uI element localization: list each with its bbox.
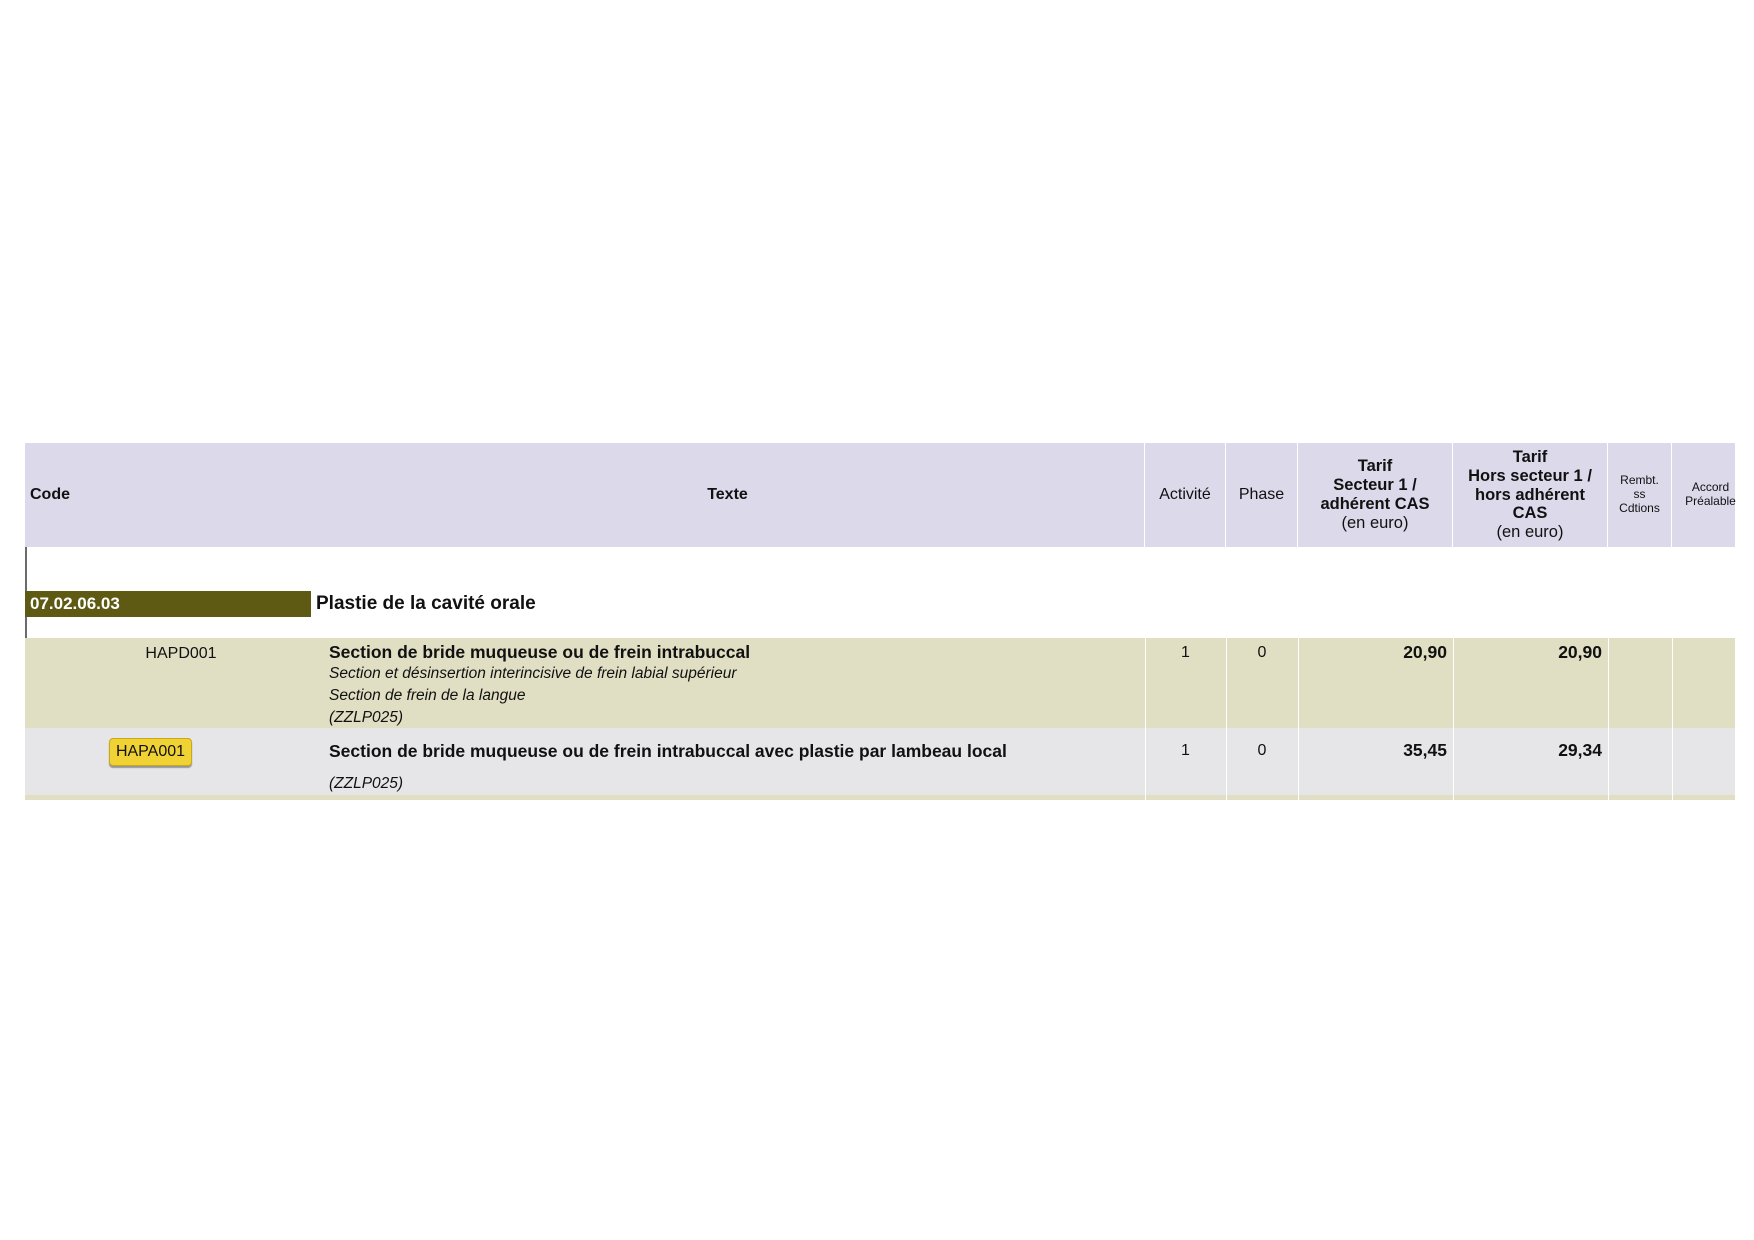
- column-divider: [1453, 638, 1454, 800]
- column-divider: [1672, 638, 1673, 800]
- header-tarif-hs1-line5: (en euro): [1496, 523, 1564, 542]
- row-title: Section de bride muqueuse ou de frein intrabuccal avec plastie par lambeau local: [329, 741, 1007, 761]
- section-heading: [25, 591, 1735, 617]
- header-tarif-s1-line4: (en euro): [1341, 513, 1409, 532]
- row-note: (ZZLP025): [329, 709, 404, 726]
- header-accord: [1672, 443, 1750, 547]
- table-header: [25, 443, 1735, 547]
- header-tarif-hs1-line4: CAS: [1512, 504, 1548, 523]
- header-tarif-s1-line3: adhérent CAS: [1320, 495, 1430, 513]
- column-divider: [1750, 638, 1751, 800]
- row-tarif-secteur1: 35,45: [1403, 740, 1447, 760]
- row-note: (ZZLP025): [329, 775, 404, 792]
- row-activite: 1: [1181, 742, 1190, 759]
- row-title: Section de bride muqueuse ou de frein intrabuccal: [329, 642, 751, 662]
- header-tarif-s1-line1: Tarif: [1357, 457, 1393, 476]
- column-divider: [1608, 638, 1609, 800]
- header-texte-label: Texte: [707, 485, 748, 503]
- header-tarif-hs1-line3: hors adhérent: [1474, 485, 1586, 504]
- row-note: Section de frein de la langue: [329, 687, 526, 704]
- row-phase: 0: [1257, 644, 1267, 661]
- header-code-label: Code: [30, 485, 70, 503]
- row-note: Section et désinsertion interincisive de frein labial supérieur: [329, 665, 737, 682]
- row-code: HAPA001: [115, 743, 186, 760]
- row-description: [329, 641, 1129, 729]
- header-tarif-secteur1: [1298, 443, 1453, 547]
- header-activite: [1145, 443, 1226, 547]
- next-row-edge: [25, 795, 1735, 800]
- header-rembt-line1: Rembt.: [1620, 473, 1659, 488]
- row-tarif-hors-secteur1: 20,90: [1558, 642, 1602, 662]
- table-row: [25, 638, 1735, 728]
- header-rembt-line2: ss: [1633, 487, 1646, 502]
- header-accord-line2: Préalable: [1685, 494, 1736, 508]
- row-description: [329, 740, 1129, 795]
- row-tarif-hors-secteur1: 29,34: [1558, 740, 1602, 760]
- header-code: [25, 443, 125, 547]
- header-activite-label: Activité: [1159, 485, 1211, 503]
- header-texte: [311, 443, 1145, 547]
- row-tarif-secteur1: 20,90: [1403, 642, 1447, 662]
- column-divider: [1298, 638, 1299, 800]
- header-accord-line1: Accord: [1691, 480, 1730, 495]
- row-phase: 0: [1257, 742, 1267, 759]
- header-rembt: [1608, 443, 1672, 547]
- section-code: 07.02.06.03: [25, 591, 311, 617]
- row-code-highlight[interactable]: [109, 738, 192, 766]
- header-phase-label: Phase: [1238, 485, 1285, 503]
- table-row: [25, 728, 1735, 795]
- row-activite: 1: [1181, 644, 1190, 661]
- header-phase: [1226, 443, 1298, 547]
- column-divider: [1145, 638, 1146, 800]
- column-divider: [1226, 638, 1227, 800]
- header-tarif-hs1-line1: Tarif: [1512, 447, 1548, 466]
- section-title: Plastie de la cavité orale: [316, 593, 536, 614]
- header-tarif-hs1-line2: Hors secteur 1 /: [1468, 466, 1592, 485]
- header-rembt-line3: Cdtions: [1619, 500, 1660, 515]
- header-tarif-s1-line2: Secteur 1 /: [1333, 476, 1417, 495]
- header-tarif-hors-secteur1: [1453, 443, 1608, 547]
- row-code: HAPD001: [145, 645, 217, 662]
